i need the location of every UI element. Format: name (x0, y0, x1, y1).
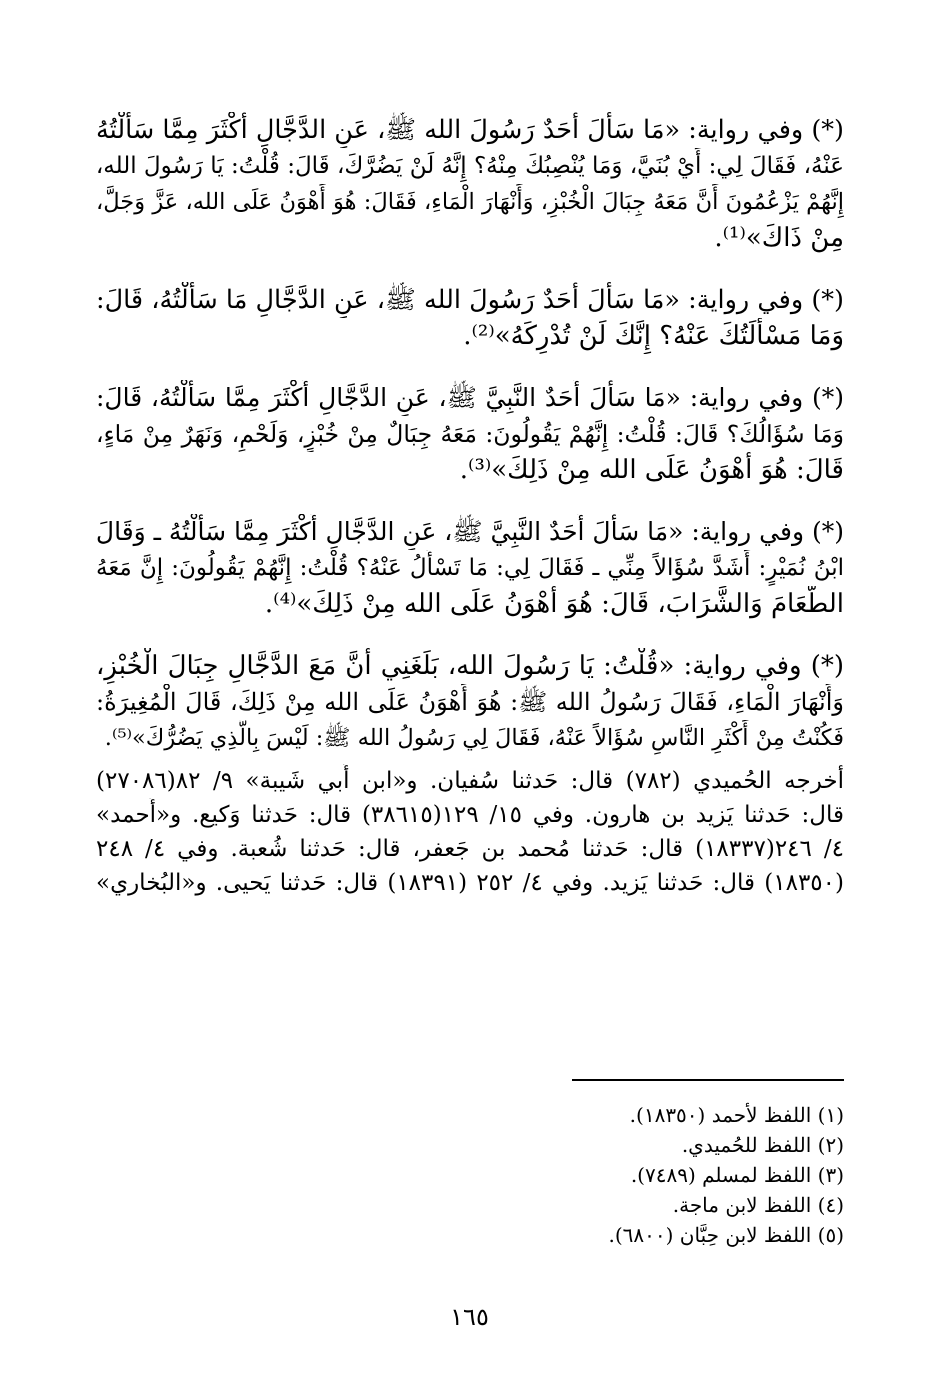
text-line: مِنْ ذَاكَ»⁽¹⁾. (714, 223, 844, 253)
narration-paragraph-2 (96, 282, 844, 354)
text-line: إِنَّهُمْ يَزْعُمُونَ أَنَّ مَعَهُ جِبَالَ الْخُبْزِ، وَأَنْهَارَ الْمَاءِ، فَقَالَ: هُوَ أَهْوَنُ عَلَى الله، عَزَّ وَجَلَّ، (96, 189, 844, 215)
text-line: (*) وفي رواية: «قُلْتُ: يَا رَسُولَ الله، بَلَغَنِي أَنَّ مَعَ الدَّجَّالِ جِبَالَ الْخُبْزِ، (96, 651, 844, 681)
narration-paragraph-5 (96, 648, 844, 756)
page-number: ١٦٥ (450, 1303, 489, 1331)
footnote-5: (٥) اللفظ لابن حِبَّان (٦٨٠٠). (608, 1223, 844, 1247)
footnote-4: (٤) اللفظ لابن ماجة. (672, 1193, 844, 1217)
citation-line: (١٨٣٥٠) قال: حَدثنا يَزيد. وفي ٤/ ٢٥٢ (١٨٣٩١) قال: حَدثنا يَحيى. و«البُخاري» (96, 870, 844, 896)
narration-paragraph-1 (96, 112, 844, 256)
footnote-divider (572, 1079, 844, 1081)
citation-line: أخرجه الحُميدي (٧٨٢) قال: حَدثنا سُفيان. و«ابن أَبي شَيبة» ٩/ ٨٢(٢٧٠٨٦) (96, 768, 844, 794)
text-line: وَمَا سُؤَالُكَ؟ قَالَ: قُلْتُ: إِنَّهُمْ يَقُولُونَ: مَعَهُ جِبَالٌ مِنْ خُبْزٍ، وَلَحْمٍ، وَنَهَرٌ مِنْ مَاءٍ، (96, 420, 844, 448)
citation-line: قال: حَدثنا يَزيد بن هارون. وفي ١٥/ ١٢٩(٣٨٦١٥) قال: حَدثنا وَكيع. و«أَحمد» (96, 802, 844, 828)
text-line: فَكُنْتُ مِنْ أَكْثَرِ النَّاسِ سُؤَالاً عَنْهُ، فَقَالَ لِي رَسُولُ الله ﷺ: لَيْسَ بِالَّذِي يَضُرُّكَ»⁽⁵⁾. (104, 725, 844, 751)
text-line: عَنْهُ، فَقَالَ لِي: أَيْ بُنَيَّ، وَمَا يُنْصِبُكَ مِنْهُ؟ إِنَّهُ لَنْ يَضُرَّكَ، قَالَ: قُلْتُ: يَا رَسُولَ الله، (96, 153, 844, 179)
citation-line: ٤/ ٢٤٦(١٨٣٣٧) قال: حَدثنا مُحمد بن جَعفر، قال: حَدثنا شُعبة. وفي ٤/ ٢٤٨ (96, 836, 844, 862)
text-line: وَمَا مَسْأَلَتُكَ عَنْهُ؟ إِنَّكَ لَنْ تُدْرِكَهُ»⁽²⁾. (463, 321, 844, 351)
text-line: (*) وفي رواية: «مَا سَأَلَ أَحَدٌ النَّبِيَّ ﷺ، عَنِ الدَّجَّالِ أَكْثَرَ مِمَّا سَأَلْتُهُ، قَالَ: (96, 383, 844, 412)
narration-paragraph-4 (96, 514, 844, 622)
source-citation (96, 764, 844, 900)
text-line: (*) وفي رواية: «مَا سَأَلَ أَحَدٌ رَسُولَ الله ﷺ، عَنِ الدَّجَّالِ مَا سَأَلْتُهُ، قَالَ: (96, 285, 844, 315)
text-line: (*) وفي رواية: «مَا سَأَلَ أَحَدٌ النَّبِيَّ ﷺ، عَنِ الدَّجَّالِ أَكْثَرَ مِمَّا سَأَلْتُهُ ـ وَقَالَ (96, 517, 844, 546)
text-line: قَالَ: هُوَ أَهْوَنُ عَلَى الله مِنْ ذَلِكَ»⁽³⁾. (459, 455, 844, 485)
text-line: ابْنُ نُمَيْرٍ: أَشَدَّ سُؤَالاً مِنِّي ـ فَقَالَ لِي: مَا تَسْأَلُ عَنْهُ؟ قُلْتُ: إِنَّهُمْ يَقُولُونَ: إِنَّ مَعَهُ (96, 555, 844, 581)
main-text (96, 112, 844, 900)
footnotes (400, 1100, 844, 1250)
text-line: (*) وفي رواية: «مَا سَأَلَ أَحَدٌ رَسُولَ الله ﷺ، عَنِ الدَّجَّالِ أَكْثَرَ مِمَّا سَأَلْتُهُ (96, 115, 844, 145)
footnote-3: (٣) اللفظ لمسلم (٧٤٨٩). (630, 1163, 844, 1187)
footnote-2: (٢) اللفظ للحُميدي. (681, 1133, 844, 1157)
narration-paragraph-3 (96, 380, 844, 488)
text-line: الطَّعَامَ وَالشَّرَابَ، قَالَ: هُوَ أَهْوَنُ عَلَى الله مِنْ ذَلِكَ»⁽⁴⁾. (264, 589, 844, 619)
footnote-1: (١) اللفظ لأحمد (١٨٣٥٠). (629, 1103, 844, 1127)
text-line: وَأَنْهَارَ الْمَاءِ، فَقَالَ رَسُولُ الله ﷺ: هُوَ أَهْوَنُ عَلَى الله مِنْ ذَلِكَ، قَالَ الْمُغِيرَةُ: (96, 688, 844, 716)
